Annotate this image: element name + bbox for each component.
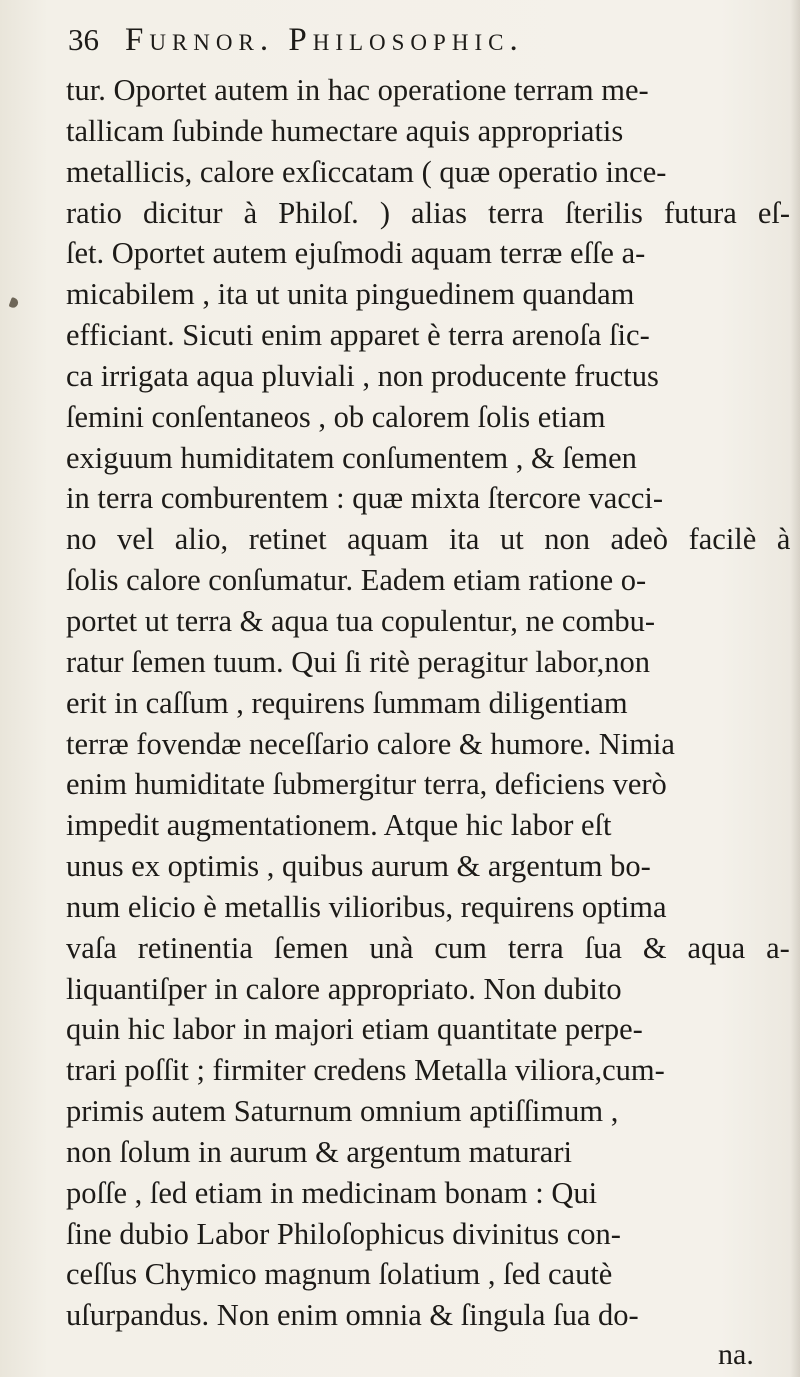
page-number: 36 [68, 22, 99, 57]
text-line: ratur ſemen tuum. Qui ſi ritè peragitur labor,non [66, 644, 651, 679]
text-line: ſemini conſentaneos , ob calorem ſolis etiam [66, 399, 606, 434]
text-line: vaſa retinentia ſemen unà cum terra ſua & aqua a- [66, 930, 790, 965]
text-line: liquantiſper in calore appropriato. Non dubito [66, 971, 622, 1006]
margin-ink-mark [9, 297, 20, 309]
text-line: ſine dubio Labor Philoſophicus divinitus con- [66, 1216, 621, 1251]
text-line: terræ fovendæ neceſſario calore & humore. Nimia [66, 726, 675, 761]
text-line: impedit augmentationem. Atque hic labor eſt [66, 808, 612, 843]
body-text [66, 70, 790, 1336]
text-line: num elicio è metallis vilioribus, requirens optima [66, 889, 667, 924]
text-line: in terra comburentem : quæ mixta ſtercore vacci- [66, 481, 664, 516]
text-line: poſſe , ſed etiam in medicinam bonam : Qui [66, 1175, 598, 1210]
text-line: exiguum humiditatem conſumentem , & ſemen [66, 440, 637, 475]
page-edge-shadow [790, 0, 800, 1377]
text-line: tur. Oportet autem in hac operatione terram me- [66, 73, 649, 107]
text-line: ſolis calore conſumatur. Eadem etiam ratione o- [66, 563, 647, 598]
text-line: ratio dicitur à Philoſ. ) alias terra ſterilis futura eſ- [66, 195, 791, 230]
text-line: no vel alio, retinet aquam ita ut non adeò facilè à [66, 522, 791, 557]
text-line: quin hic labor in majori etiam quantitate perpe- [66, 1012, 643, 1047]
text-line: non ſolum in aurum & argentum maturari [66, 1134, 572, 1169]
text-line: trari poſſit ; firmiter credens Metalla viliora,cum- [66, 1053, 665, 1088]
text-line: enim humiditate ſubmergitur terra, deficiens verò [66, 767, 667, 802]
text-line: efficiant. Sicuti enim apparet è terra arenoſa ſic- [66, 318, 650, 353]
running-head: Furnor. Philosophic. [125, 22, 524, 58]
text-line: tallicam ſubinde humectare aquis appropriatis [66, 113, 624, 148]
text-line: ceſſus Chymico magnum ſolatium , ſed cautè [66, 1257, 613, 1292]
text-line: erit in caſſum , requirens ſummam diligentiam [66, 685, 628, 720]
text-line: primis autem Saturnum omnium aptiſſimum , [66, 1094, 619, 1129]
text-line: metallicis, calore exſiccatam ( quæ operatio ince- [66, 154, 667, 189]
text-line: portet ut terra & aqua tua copulentur, ne combu- [66, 603, 656, 638]
page-header [68, 22, 524, 70]
text-line: uſurpandus. Non enim omnia & ſingula ſua do- [66, 1298, 639, 1333]
text-line: ſet. Oportet autem ejuſmodi aquam terræ eſſe a- [66, 236, 646, 271]
catchword: na. [718, 1338, 754, 1371]
text-line: ca irrigata aqua pluviali , non producente fructus [66, 358, 659, 393]
text-line: unus ex optimis , quibus aurum & argentum bo- [66, 849, 651, 884]
text-line: micabilem , ita ut unita pinguedinem quandam [66, 277, 635, 312]
